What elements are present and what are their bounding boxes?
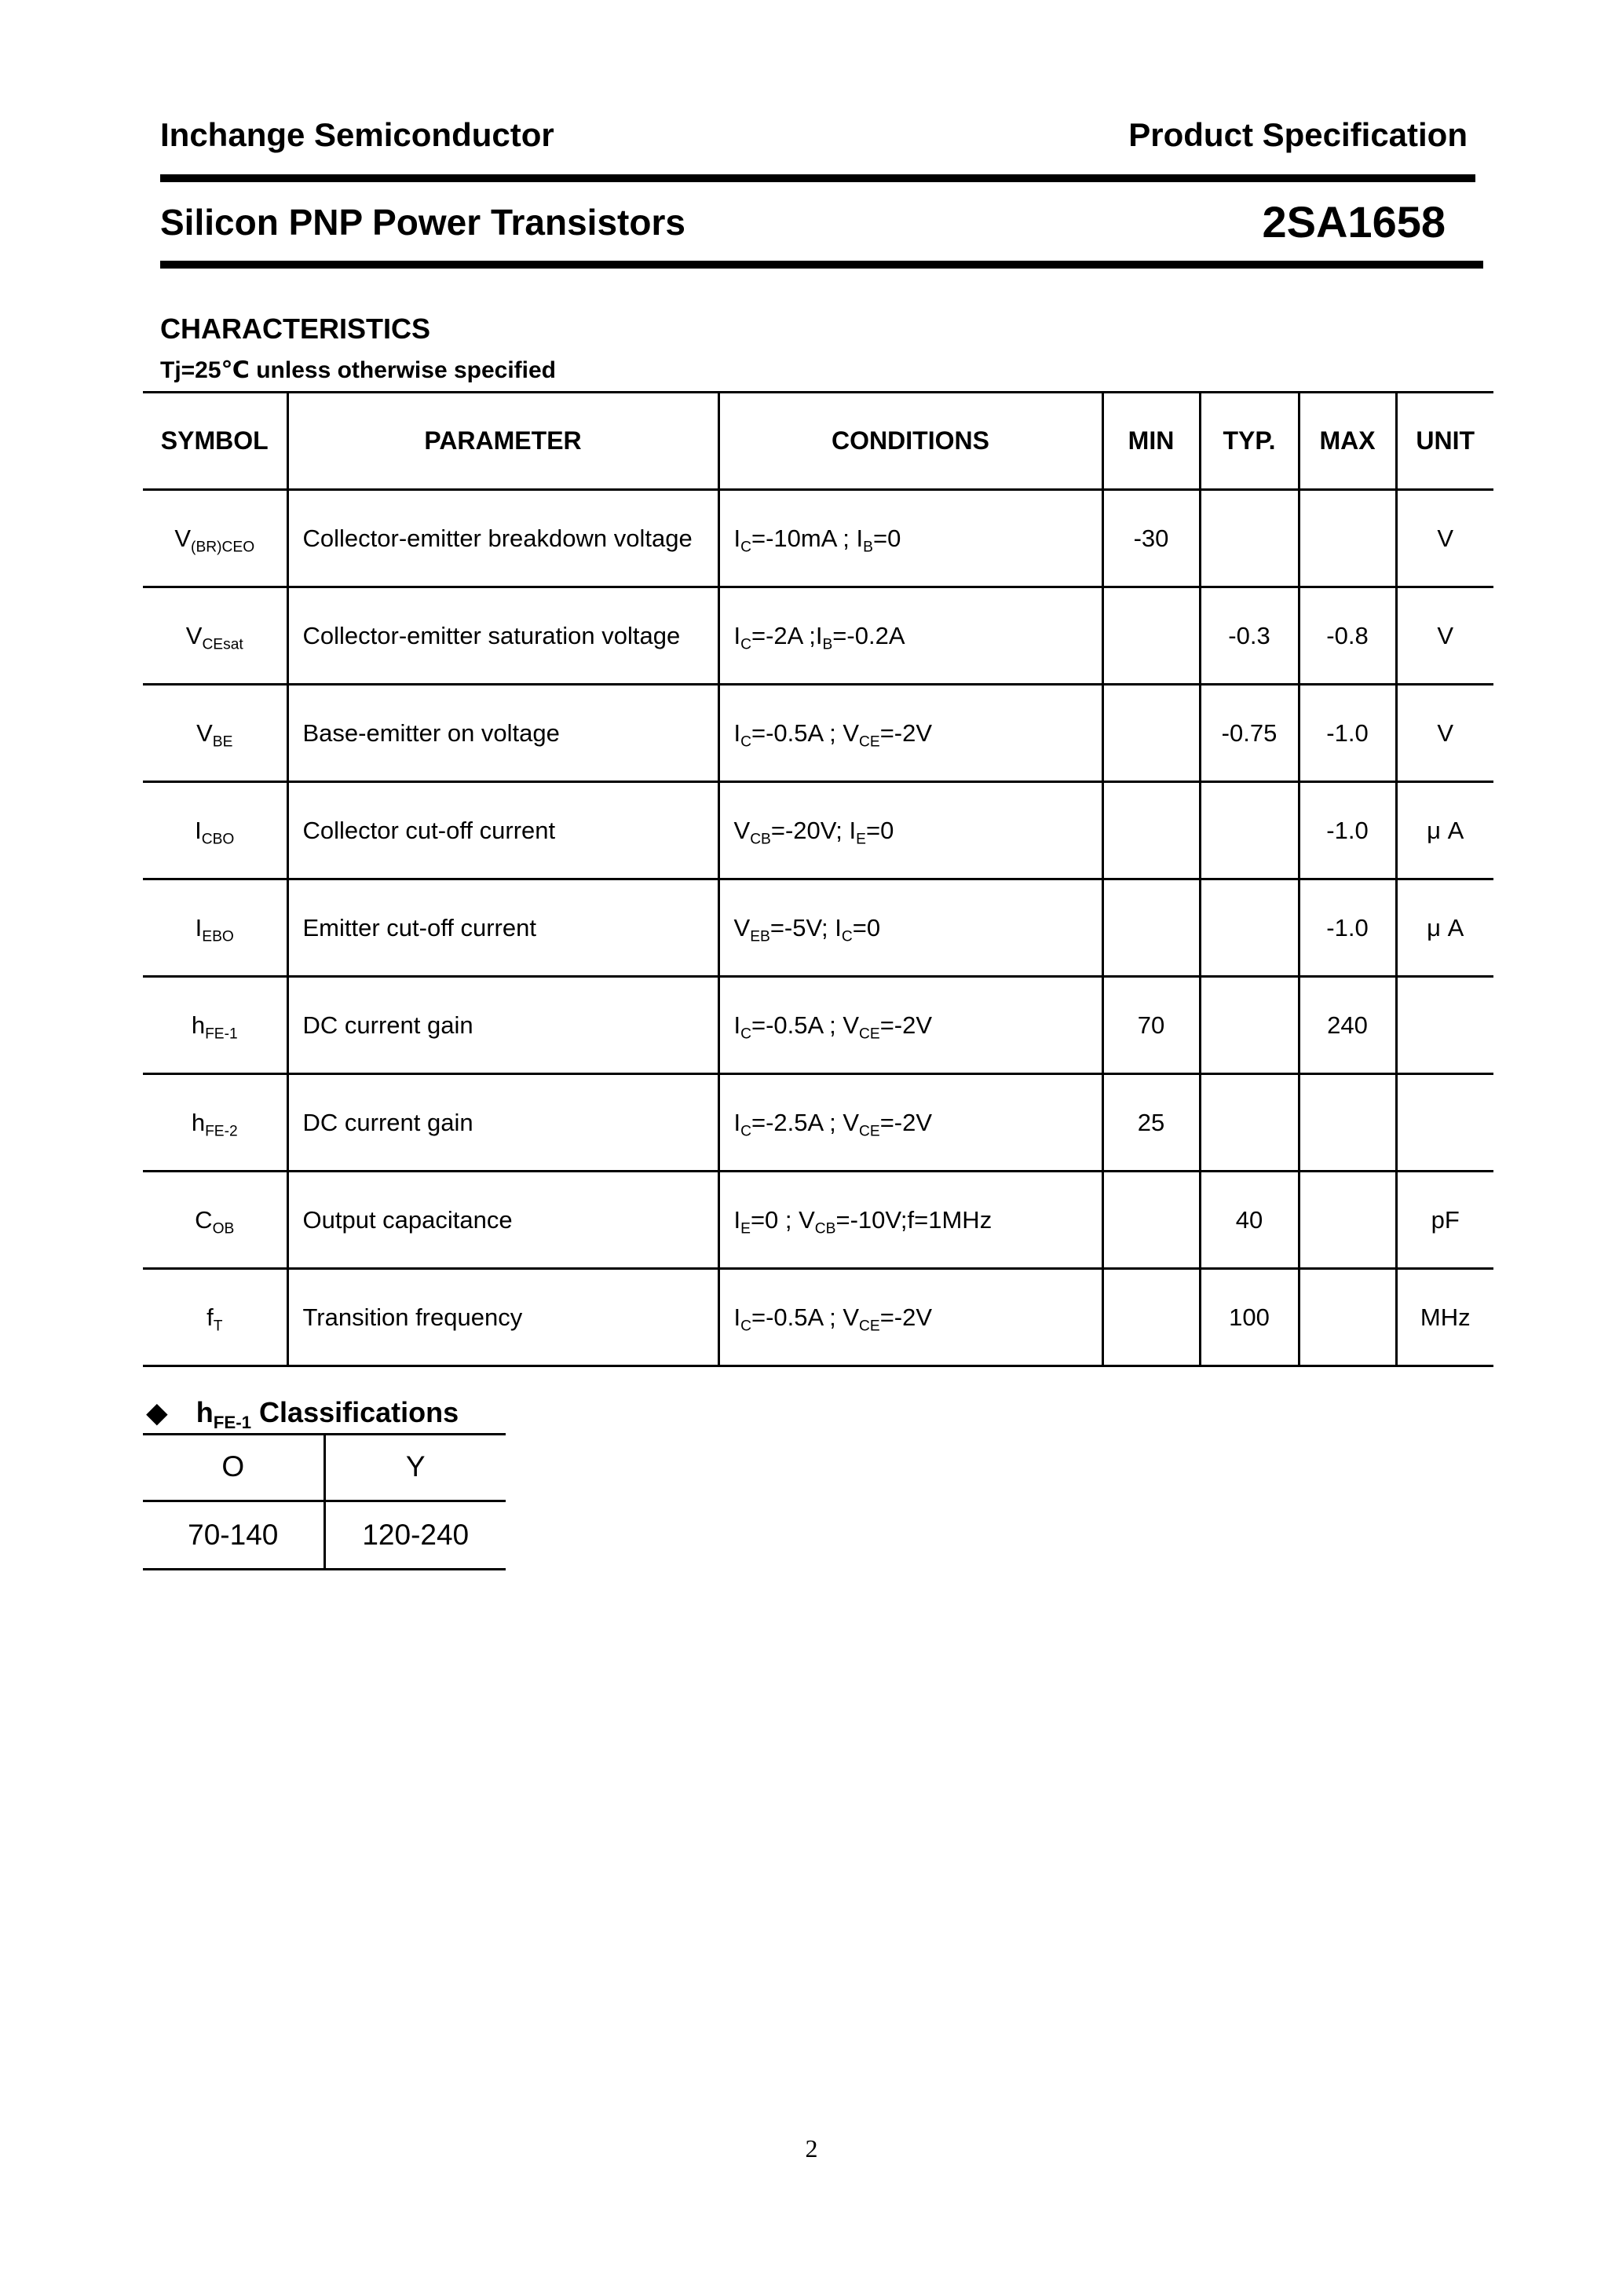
- class-value-y: 120-240: [324, 1501, 506, 1570]
- parameter-cell: Output capacitance: [287, 1172, 718, 1269]
- min-cell: [1102, 685, 1200, 782]
- min-cell: [1102, 1172, 1200, 1269]
- condition-text: =-2V: [879, 718, 933, 747]
- page-number: 2: [805, 2134, 818, 2163]
- table-header-row: [143, 393, 1493, 490]
- typ-cell: [1200, 1074, 1299, 1172]
- condition-text: =-0.5A ; V: [751, 1011, 860, 1039]
- symbol-cell: [143, 1269, 287, 1366]
- condition-subscript: C: [740, 1318, 751, 1335]
- table-row: [143, 685, 1493, 782]
- classifications-title-symbol: h: [196, 1396, 214, 1428]
- condition-subscript: CE: [859, 1026, 880, 1043]
- condition-subscript: CE: [859, 1318, 880, 1335]
- conditions-cell: [718, 685, 1102, 782]
- symbol-cell: [143, 685, 287, 782]
- condition-text: =0 ; V: [750, 1205, 815, 1234]
- conditions-cell: [718, 1074, 1102, 1172]
- condition-text: =-0.5A ; V: [751, 1303, 860, 1331]
- condition-subscript: B: [863, 539, 873, 556]
- condition-subscript: E: [856, 831, 866, 848]
- condition-text: I: [733, 1303, 741, 1331]
- condition-subscript: CB: [814, 1220, 836, 1238]
- condition-text: V: [733, 816, 751, 844]
- conditions-cell: [718, 782, 1102, 879]
- max-cell: [1299, 490, 1396, 587]
- max-cell: -1.0: [1299, 685, 1396, 782]
- symbol-main: C: [195, 1205, 213, 1234]
- unit-cell: μ A: [1396, 879, 1493, 977]
- condition-subscript: B: [822, 636, 833, 653]
- symbol-main: I: [195, 913, 203, 941]
- symbol-main: f: [207, 1303, 214, 1331]
- unit-cell: MHz: [1396, 1269, 1493, 1366]
- column-header-max: MAX: [1299, 393, 1396, 490]
- condition-subscript: EB: [750, 928, 770, 945]
- max-cell: 240: [1299, 977, 1396, 1074]
- min-cell: [1102, 1269, 1200, 1366]
- conditions-cell: [718, 1269, 1102, 1366]
- table-row: [143, 587, 1493, 685]
- condition-text: =-2V: [879, 1011, 933, 1039]
- typ-cell: [1200, 977, 1299, 1074]
- symbol-subscript: T: [213, 1318, 223, 1335]
- header-rule-bottom: [160, 261, 1483, 269]
- class-header-y: Y: [324, 1434, 506, 1501]
- min-cell: 70: [1102, 977, 1200, 1074]
- unit-cell: V: [1396, 587, 1493, 685]
- parameter-cell: DC current gain: [287, 1074, 718, 1172]
- class-header-o: O: [221, 1450, 245, 1483]
- characteristics-title: CHARACTERISTICS: [160, 313, 431, 345]
- column-header-conditions: CONDITIONS: [718, 393, 1102, 490]
- unit-cell: V: [1396, 490, 1493, 587]
- max-cell: -0.8: [1299, 587, 1396, 685]
- symbol-subscript: FE-2: [205, 1123, 238, 1140]
- condition-subscript: C: [841, 928, 853, 945]
- min-cell: [1102, 782, 1200, 879]
- unit-cell: [1396, 977, 1493, 1074]
- conditions-cell: [718, 490, 1102, 587]
- diamond-bullet-icon: ◆: [146, 1397, 168, 1429]
- condition-text: =0: [872, 524, 901, 552]
- table-row: [143, 782, 1493, 879]
- condition-text: I: [733, 718, 741, 747]
- product-line: Silicon PNP Power Transistors: [160, 202, 685, 243]
- condition-text: V: [733, 913, 751, 941]
- condition-text: =-10V;f=1MHz: [835, 1205, 992, 1234]
- min-cell: [1102, 879, 1200, 977]
- document-type: Product Specification: [1128, 116, 1468, 153]
- column-header-symbol: SYMBOL: [160, 426, 269, 455]
- unit-cell: [1396, 1074, 1493, 1172]
- symbol-subscript: BE: [212, 733, 233, 751]
- symbol-subscript: OB: [212, 1220, 235, 1238]
- typ-cell: [1200, 782, 1299, 879]
- typ-cell: 40: [1200, 1172, 1299, 1269]
- symbol-cell: [143, 1074, 287, 1172]
- symbol-main: h: [191, 1011, 206, 1039]
- table-row: [143, 1269, 1493, 1366]
- condition-text: =0: [852, 913, 881, 941]
- column-header-parameter: PARAMETER: [287, 393, 718, 490]
- symbol-main: V: [196, 718, 213, 747]
- symbol-cell: [143, 782, 287, 879]
- characteristics-table: [143, 391, 1493, 1367]
- symbol-main: V: [174, 524, 192, 552]
- parameter-cell: DC current gain: [287, 977, 718, 1074]
- table-row: [143, 1172, 1493, 1269]
- min-cell: 25: [1102, 1074, 1200, 1172]
- condition-text: =-5V; I: [769, 913, 842, 941]
- symbol-cell: [143, 587, 287, 685]
- classification-header-row: [143, 1434, 506, 1501]
- condition-text: =-2.5A ; V: [751, 1108, 860, 1136]
- symbol-main: V: [185, 621, 203, 649]
- min-cell: [1102, 587, 1200, 685]
- conditions-cell: [718, 587, 1102, 685]
- symbol-subscript: FE-1: [205, 1026, 238, 1043]
- classifications-heading: [146, 1396, 459, 1432]
- condition-note: Tj=25℃ unless otherwise specified: [160, 357, 557, 383]
- min-cell: -30: [1102, 490, 1200, 587]
- table-row: [143, 879, 1493, 977]
- classifications-title-text: Classifications: [251, 1396, 459, 1428]
- symbol-subscript: CBO: [201, 831, 235, 848]
- column-header-unit: UNIT: [1396, 393, 1493, 490]
- column-header-typ: TYP.: [1200, 393, 1299, 490]
- symbol-cell: [143, 977, 287, 1074]
- parameter-cell: Collector cut-off current: [287, 782, 718, 879]
- unit-cell: μ A: [1396, 782, 1493, 879]
- typ-cell: -0.3: [1200, 587, 1299, 685]
- company-name: Inchange Semiconductor: [160, 116, 554, 153]
- max-cell: -1.0: [1299, 879, 1396, 977]
- conditions-cell: [718, 977, 1102, 1074]
- typ-cell: [1200, 490, 1299, 587]
- typ-cell: [1200, 879, 1299, 977]
- class-value-o: 70-140: [188, 1519, 279, 1551]
- condition-text: =-10mA ; I: [751, 524, 864, 552]
- symbol-cell: [143, 879, 287, 977]
- parameter-cell: Base-emitter on voltage: [287, 685, 718, 782]
- classifications-table: [143, 1434, 506, 1570]
- condition-text: =-20V; I: [770, 816, 857, 844]
- condition-text: I: [733, 621, 741, 649]
- part-number: 2SA1658: [1262, 197, 1446, 247]
- symbol-main: h: [191, 1108, 206, 1136]
- parameter-cell: Collector-emitter saturation voltage: [287, 587, 718, 685]
- symbol-cell: [143, 490, 287, 587]
- conditions-cell: [718, 1172, 1102, 1269]
- condition-subscript: C: [740, 1123, 751, 1140]
- classifications-title-subscript: FE-1: [213, 1412, 252, 1432]
- unit-cell: pF: [1396, 1172, 1493, 1269]
- max-cell: [1299, 1074, 1396, 1172]
- symbol-main: I: [195, 816, 202, 844]
- symbol-subscript: CEsat: [202, 636, 243, 653]
- condition-text: =-2A ;I: [751, 621, 823, 649]
- column-header-min: MIN: [1102, 393, 1200, 490]
- condition-text: I: [733, 524, 741, 552]
- condition-subscript: C: [740, 539, 751, 556]
- table-row: [143, 1074, 1493, 1172]
- table-row: [143, 977, 1493, 1074]
- condition-subscript: C: [740, 733, 751, 751]
- parameter-cell: Transition frequency: [287, 1269, 718, 1366]
- classification-value-row: [143, 1501, 506, 1570]
- max-cell: [1299, 1269, 1396, 1366]
- symbol-cell: [143, 1172, 287, 1269]
- unit-cell: V: [1396, 685, 1493, 782]
- conditions-cell: [718, 879, 1102, 977]
- typ-cell: 100: [1200, 1269, 1299, 1366]
- condition-subscript: CB: [750, 831, 771, 848]
- condition-text: =-2V: [879, 1303, 933, 1331]
- header-rule-top: [160, 174, 1475, 182]
- condition-text: I: [733, 1205, 741, 1234]
- symbol-subscript: (BR)CEO: [191, 539, 255, 556]
- condition-subscript: CE: [859, 733, 880, 751]
- typ-cell: -0.75: [1200, 685, 1299, 782]
- table-row: [143, 490, 1493, 587]
- condition-subscript: CE: [859, 1123, 880, 1140]
- condition-subscript: E: [740, 1220, 751, 1238]
- max-cell: [1299, 1172, 1396, 1269]
- symbol-subscript: EBO: [202, 928, 234, 945]
- condition-text: =-0.5A ; V: [751, 718, 860, 747]
- parameter-cell: Collector-emitter breakdown voltage: [287, 490, 718, 587]
- parameter-cell: Emitter cut-off current: [287, 879, 718, 977]
- condition-text: I: [733, 1011, 741, 1039]
- condition-subscript: C: [740, 1026, 751, 1043]
- condition-text: I: [733, 1108, 741, 1136]
- condition-subscript: C: [740, 636, 751, 653]
- condition-text: =-2V: [879, 1108, 933, 1136]
- condition-text: =0: [865, 816, 894, 844]
- condition-text: =-0.2A: [832, 621, 905, 649]
- max-cell: -1.0: [1299, 782, 1396, 879]
